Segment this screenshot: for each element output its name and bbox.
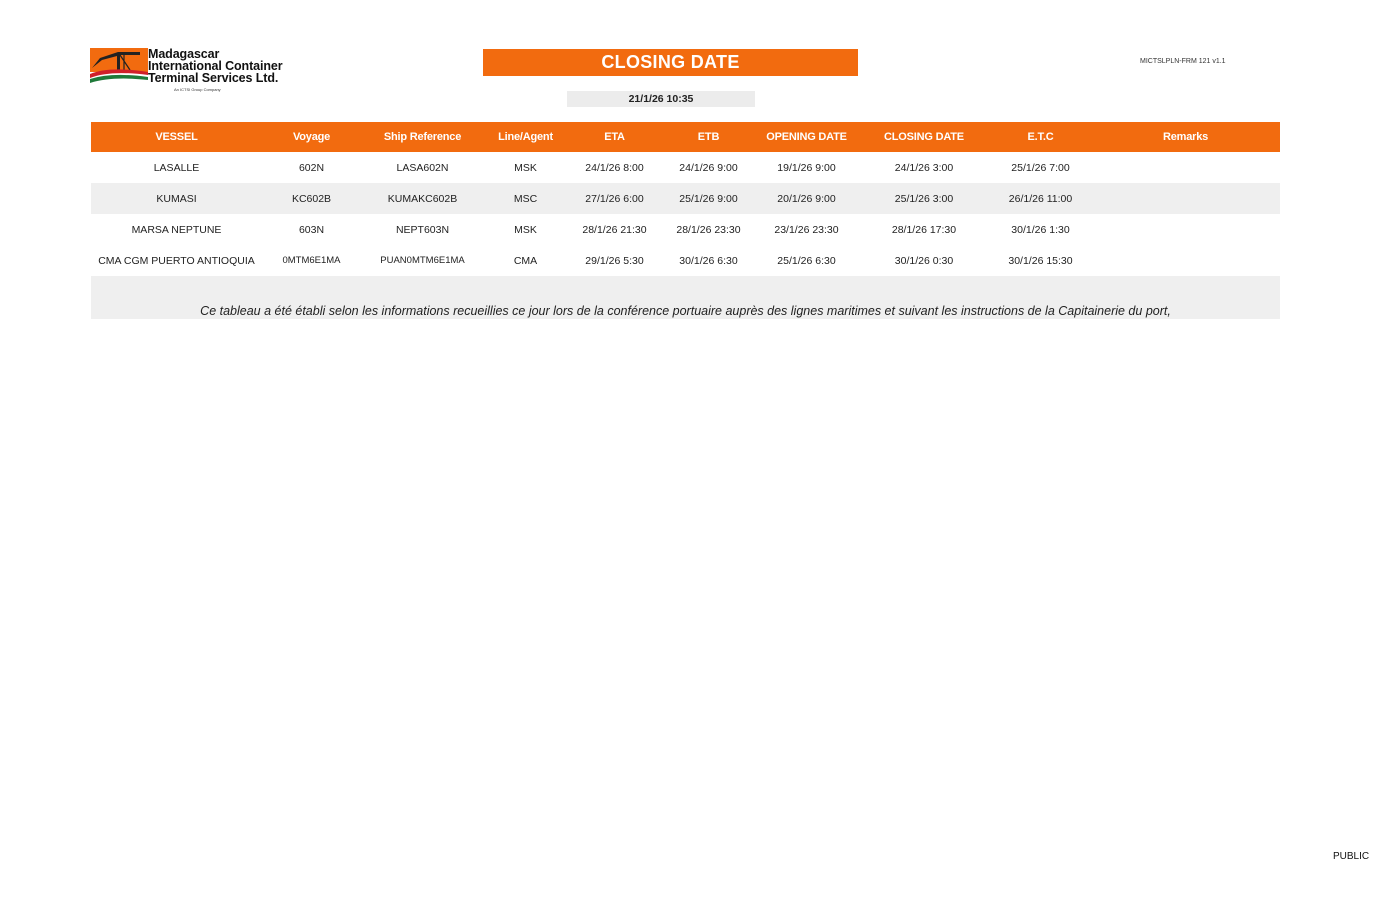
cell-opening-date: 25/1/26 6:30 [777,254,836,267]
cell-etc: 30/1/26 1:30 [1011,223,1070,236]
page-title: CLOSING DATE [483,49,858,76]
table-row [91,245,1280,276]
cell-eta: 27/1/26 6:00 [585,192,644,205]
cell-vessel: MARSA NEPTUNE [131,223,222,236]
report-timestamp: 21/1/26 10:35 [567,91,755,107]
cell-vessel: KUMASI [156,192,197,205]
cell-eta: 24/1/26 8:00 [585,161,644,174]
cell-voyage: 603N [298,223,325,236]
cell-etc: 30/1/26 15:30 [1008,254,1073,267]
col-header-eta: ETA [604,131,625,143]
cell-closing-date: 25/1/26 3:00 [894,192,954,205]
company-logo [90,48,300,94]
cell-voyage: 0MTM6E1MA [282,255,341,266]
col-header-ship-reference: Ship Reference [383,131,462,143]
col-header-etb: ETB [697,131,720,143]
col-header-etc: E.T.C [1027,131,1054,143]
cell-eta: 28/1/26 21:30 [582,223,647,236]
company-tagline: An ICTSI Group Company [174,87,221,92]
cell-remarks [1091,245,1280,276]
table-row [91,152,1280,183]
cell-opening-date: 23/1/26 23:30 [774,223,839,236]
cell-line-agent: MSK [514,223,537,236]
table-row [91,214,1280,245]
cell-ship-reference: LASA602N [396,161,449,174]
cell-etb: 24/1/26 9:00 [679,161,738,174]
cell-etb: 25/1/26 9:00 [679,192,738,205]
closing-date-table [91,122,1280,319]
cell-closing-date: 30/1/26 0:30 [894,254,954,267]
company-name-line-3: Terminal Services Ltd. [148,71,279,85]
cell-etb: 30/1/26 6:30 [679,254,738,267]
cell-etc: 25/1/26 7:00 [1011,161,1070,174]
form-reference: MICTSLPLN-FRM 121 v1.1 [1140,58,1226,65]
col-header-closing-date: CLOSING DATE [884,131,964,143]
cell-opening-date: 19/1/26 9:00 [777,161,836,174]
cell-remarks [1091,152,1280,183]
cell-vessel: LASALLE [153,161,200,174]
company-name-line-2: International Container [148,59,283,73]
company-name-line-1: Madagascar [148,47,220,61]
cell-vessel: CMA CGM PUERTO ANTIOQUIA [98,254,255,267]
col-header-vessel: VESSEL [155,131,198,143]
cell-remarks [1091,214,1280,245]
col-header-voyage: Voyage [292,131,331,143]
cell-line-agent: MSC [513,192,538,205]
cell-voyage: 602N [298,161,325,174]
cell-voyage: KC602B [291,192,332,205]
cell-line-agent: CMA [513,254,538,267]
cell-closing-date: 24/1/26 3:00 [894,161,954,174]
cell-closing-date: 28/1/26 17:30 [891,223,957,236]
cell-ship-reference: NEPT603N [395,223,450,236]
table-note [91,276,1280,319]
table-header [91,122,1280,152]
table-row [91,183,1280,214]
crane-logo-icon [90,48,150,86]
col-header-line-agent: Line/Agent [498,131,553,143]
cell-remarks [1091,183,1280,214]
cell-line-agent: MSK [514,161,537,174]
cell-eta: 29/1/26 5:30 [585,254,644,267]
table-note-text: Ce tableau a été établi selon les informations recueillies ce jour lors de la conférence portuaire auprès des lignes maritimes et suivant les instructions de la Capitainerie du port, [200,304,1171,318]
cell-ship-reference: PUAN0MTM6E1MA [380,255,465,266]
cell-ship-reference: KUMAKC602B [387,192,458,205]
classification-label: PUBLIC [1333,851,1370,862]
col-header-opening-date: OPENING DATE [766,131,847,143]
cell-etc: 26/1/26 11:00 [1008,192,1073,205]
company-name [148,48,283,84]
cell-opening-date: 20/1/26 9:00 [777,192,836,205]
col-header-remarks: Remarks [1162,131,1209,143]
cell-etb: 28/1/26 23:30 [676,223,741,236]
